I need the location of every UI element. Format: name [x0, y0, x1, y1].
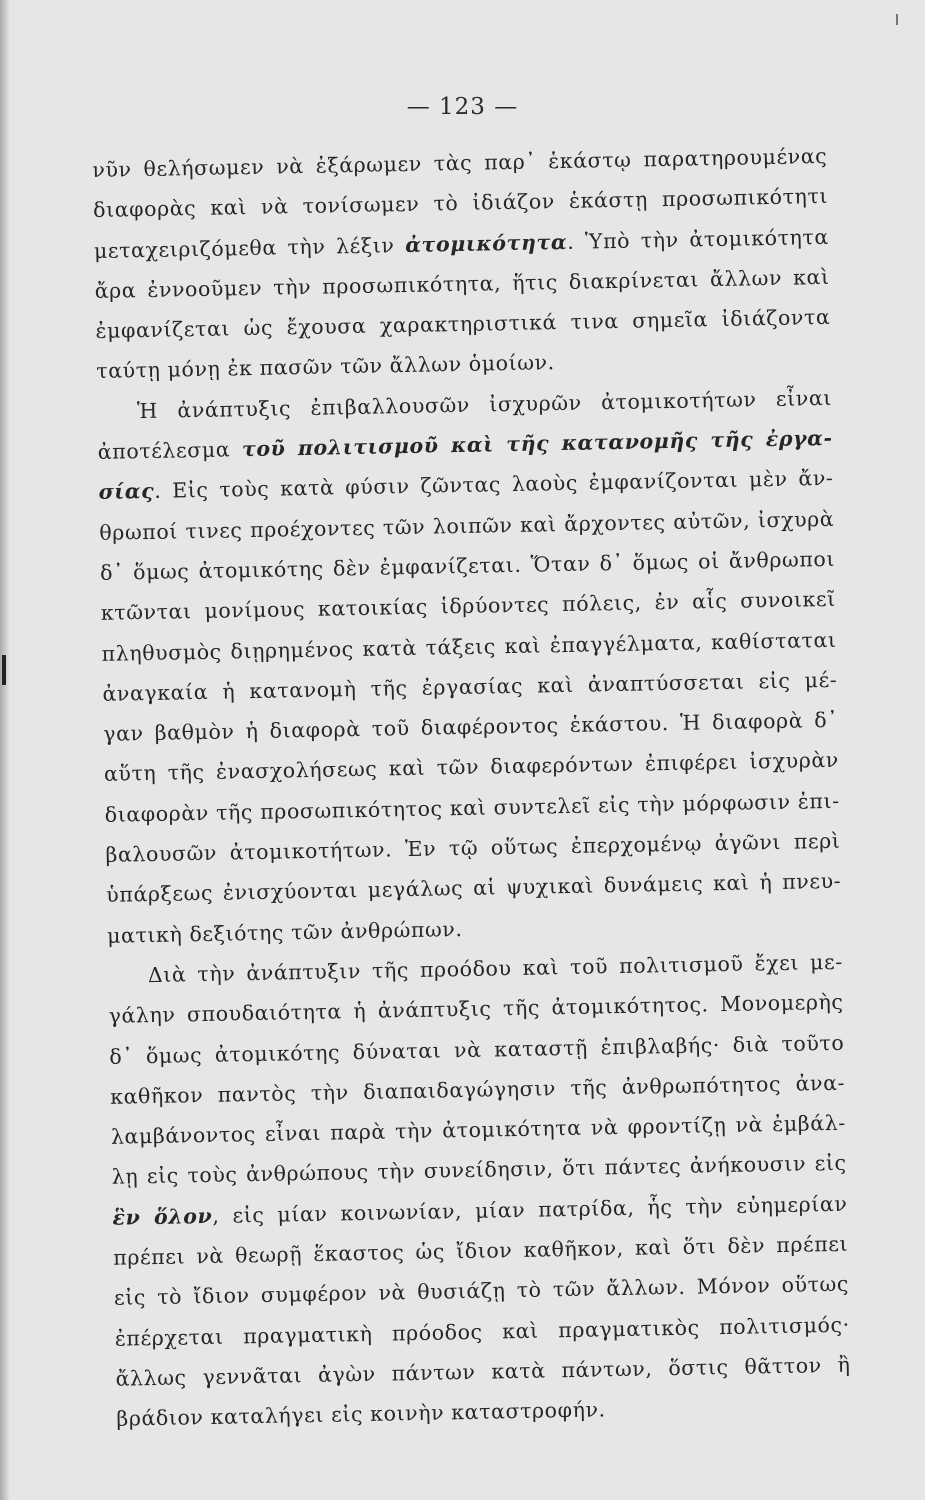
- emphasized-text: τοῦ πολιτισμοῦ καὶ τῆς κατανομῆς τῆς ἐργα-: [241, 425, 833, 462]
- text-run: ἐπέρχεται πραγματικὴ πρόοδος καὶ πραγματικὸς πολιτισμός·: [114, 1312, 850, 1351]
- text-run: , εἰς μίαν κοινωνίαν, μίαν πατρίδα, ἧς τὴν εὐημερίαν: [212, 1191, 848, 1228]
- text-run: κτῶνται μονίμους κατοικίας ἱδρύοντες πόλεις, ἐν αἷς συνοικεῖ: [100, 587, 836, 626]
- text-run: δ᾽ ὅμως ἀτομικότης δὲν ἐμφανίζεται. Ὅταν δ᾽ ὅμως οἱ ἄνθρωποι: [99, 546, 836, 585]
- text-run: μεταχειριζόμεθα τὴν λέξιν: [93, 232, 406, 263]
- text-run: καθῆκον παντὸς τὴν διαπαιδαγώγησιν τῆς ἀνθρωπότητος ἀνα-: [109, 1070, 846, 1109]
- text-run: δ᾽ ὅμως ἀτομικότης δύναται νὰ καταστῇ ἐπιβλαβής· διὰ τοῦτο: [109, 1030, 845, 1069]
- text-run: ματικὴ δεξιότης τῶν ἀνθρώπων.: [106, 916, 463, 948]
- text-run: γάλην σπουδαιότητα ἡ ἀνάπτυξις τῆς ἀτομικότητος. Μονομερὴς: [108, 989, 844, 1029]
- text-run: ὑπάρξεως ἐνισχύονται μεγάλως αἱ ψυχικαὶ δυνάμεις καὶ ἡ πνευ-: [106, 869, 842, 908]
- body-text: [92, 136, 852, 1439]
- emphasized-text: σίας: [98, 479, 155, 505]
- text-run: Διὰ τὴν ἀνάπτυξιν τῆς προόδου καὶ τοῦ πολιτισμοῦ ἔχει με-: [147, 949, 843, 988]
- text-run: πρέπει νὰ θεωρῇ ἕκαστος ὡς ἴδιον καθῆκον, καὶ ὅτι δὲν πρέπει: [113, 1231, 849, 1270]
- text-run: ταύτῃ μόνῃ ἐκ πασῶν τῶν ἄλλων ὁμοίων.: [96, 350, 555, 384]
- text-run: γαν βαθμὸν ἡ διαφορὰ τοῦ διαφέροντος ἑκάστου. Ἡ διαφορὰ δ᾽: [102, 707, 839, 747]
- text-run: Ἡ ἀνάπτυξις ἐπιβαλλουσῶν ἰσχυρῶν ἀτομικοτήτων εἶναι: [136, 385, 833, 423]
- text-run: λῃ εἰς τοὺς ἀνθρώπους τὴν συνείδησιν, ὅτι πάντες ἀνήκουσιν εἰς: [111, 1151, 847, 1190]
- text-run: διαφορὰν τῆς προσωπικότητος καὶ συντελεῖ εἰς τὴν μόρφωσιν ἐπι-: [104, 788, 840, 827]
- page-edge-shadow: [0, 0, 10, 1500]
- text-run: διαφορὰς καὶ νὰ τονίσωμεν τὸ ἰδιάζον ἑκάστῃ προσωπικότητι: [92, 184, 829, 223]
- text-run: ἀναγκαία ἡ κατανομὴ τῆς ἐργασίας καὶ ἀναπτύσσεται εἰς μέ-: [102, 667, 838, 706]
- margin-ink-mark: [2, 655, 6, 685]
- text-run: ἐμφανίζεται ὡς ἔχουσα χαρακτηριστικά τινα σημεῖα ἰδιάζοντα: [95, 305, 831, 344]
- text-run: θρωποί τινες προέχοντες τῶν λοιπῶν καὶ ἄρχοντες αὐτῶν, ἰσχυρὰ: [99, 506, 835, 545]
- text-run: . Εἰς τοὺς κατὰ φύσιν ζῶντας λαοὺς ἐμφανίζονται μὲν ἄν-: [154, 466, 834, 504]
- text-run: βαλουσῶν ἀτομικοτήτων. Ἐν τῷ οὕτως ἐπερχομένῳ ἀγῶνι περὶ: [105, 828, 841, 867]
- text-run: λαμβάνοντος εἶναι παρὰ τὴν ἀτομικότητα νὰ φροντίζῃ νὰ ἐμβάλ-: [110, 1110, 847, 1149]
- emphasized-text: ἀτομικότητα: [404, 229, 568, 257]
- text-run: ἀποτέλεσμα: [97, 437, 243, 465]
- emphasized-text: ἓν ὅλον: [112, 1203, 213, 1230]
- text-run: . Ὑπὸ τὴν ἀτομικότητα: [566, 224, 830, 254]
- paper-fleck: [896, 14, 898, 25]
- text-run: αὕτη τῆς ἐνασχολήσεως καὶ τῶν διαφερόντων ἐπιφέρει ἰσχυρὰν: [103, 748, 840, 787]
- page-number: — 123 —: [406, 94, 519, 120]
- text-run: εἰς τὸ ἴδιον συμφέρον νὰ θυσιάζῃ τὸ τῶν ἄλλων. Μόνον οὕτως: [113, 1271, 850, 1311]
- text-run: ἄρα ἐννοοῦμεν τὴν προσωπικότητα, ἥτις διακρίνεται ἄλλων καὶ: [94, 264, 830, 303]
- text-run: πληθυσμὸς διῃρημένος κατὰ τάξεις καὶ ἐπαγγέλματα, καθίσταται: [101, 627, 837, 666]
- text-run: νῦν θελήσωμεν νὰ ἐξάρωμεν τὰς παρ᾽ ἑκάστῳ παρατηρουμένας: [92, 143, 828, 182]
- text-run: ἄλλως γεννᾶται ἀγὼν πάντων κατὰ πάντων, ὅστις θᾶττον ἢ: [115, 1352, 851, 1391]
- text-run: βράδιον καταλήγει εἰς κοινὴν καταστροφήν.: [116, 1397, 606, 1431]
